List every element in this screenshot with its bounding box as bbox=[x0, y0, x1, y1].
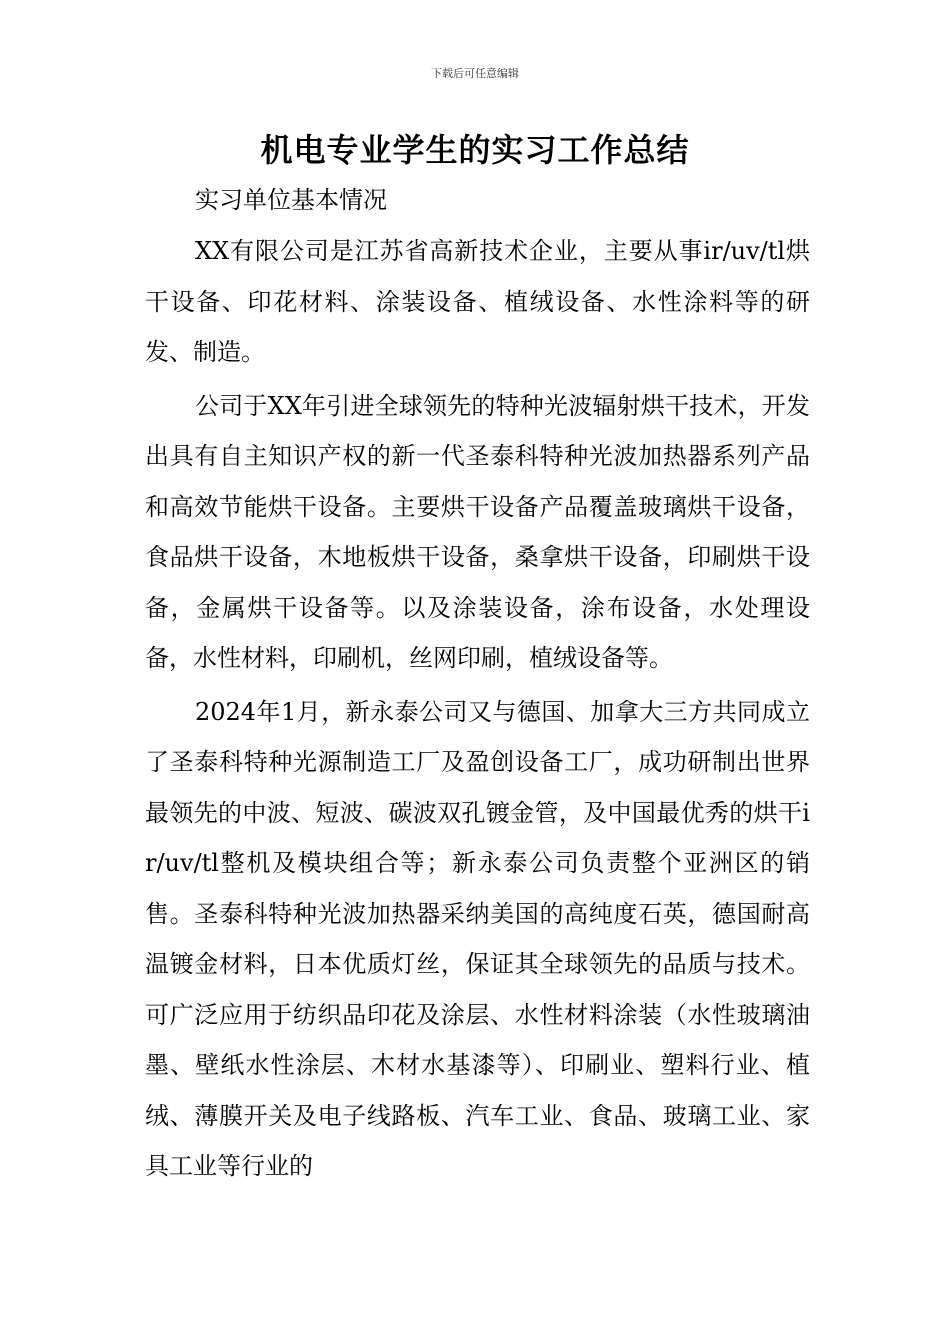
paragraph-technology: 公司于XX年引进全球领先的特种光波辐射烘干技术，开发出具有自主知识产权的新一代圣泰科特种光波加热器系列产品和高效节能烘干设备。主要烘干设备产品覆盖玻璃烘干设备，食品烘干设备，木地板烘干设备，桑拿烘干设备，印刷烘干设备，金属烘干设备等。以及涂装设备，涂布设备，水处理设备，水性材料，印刷机，丝网印刷，植绒设备等。 bbox=[145, 391, 810, 672]
document-title: 机电专业学生的实习工作总结 bbox=[260, 131, 690, 169]
paragraph-company-intro: XX有限公司是江苏省高新技术企业，主要从事ir/uv/tl烘干设备、印花材料、涂装设备、植绒设备、水性涂料等的研发、制造。 bbox=[145, 237, 810, 366]
paragraph-history: 2024年1月，新永泰公司又与德国、加拿大三方共同成立了圣泰科特种光源制造工厂及盈创设备工厂，成功研制出世界最领先的中波、短波、碳波双孔镀金管，及中国最优秀的烘干ir/uv/tl整机及模块组合等；新永泰公司负责整个亚洲区的销售。圣泰科特种光波加热器采纳美国的高纯度石英，德国耐高温镀金材料，日本优质灯丝，保证其全球领先的品质与技术。可广泛应用于纺织品印花及涂层、水性材料涂装（水性玻璃油墨、壁纸水性涂层、木材水基漆等）、印刷业、塑料行业、植绒、薄膜开关及电子线路板、汽车工业、食品、玻璃工业、家具工业等行业的 bbox=[145, 697, 810, 1180]
section-heading: 实习单位基本情况 bbox=[195, 186, 387, 214]
document-body bbox=[145, 177, 810, 1192]
header-note: 下载后可任意编辑 bbox=[431, 67, 519, 80]
